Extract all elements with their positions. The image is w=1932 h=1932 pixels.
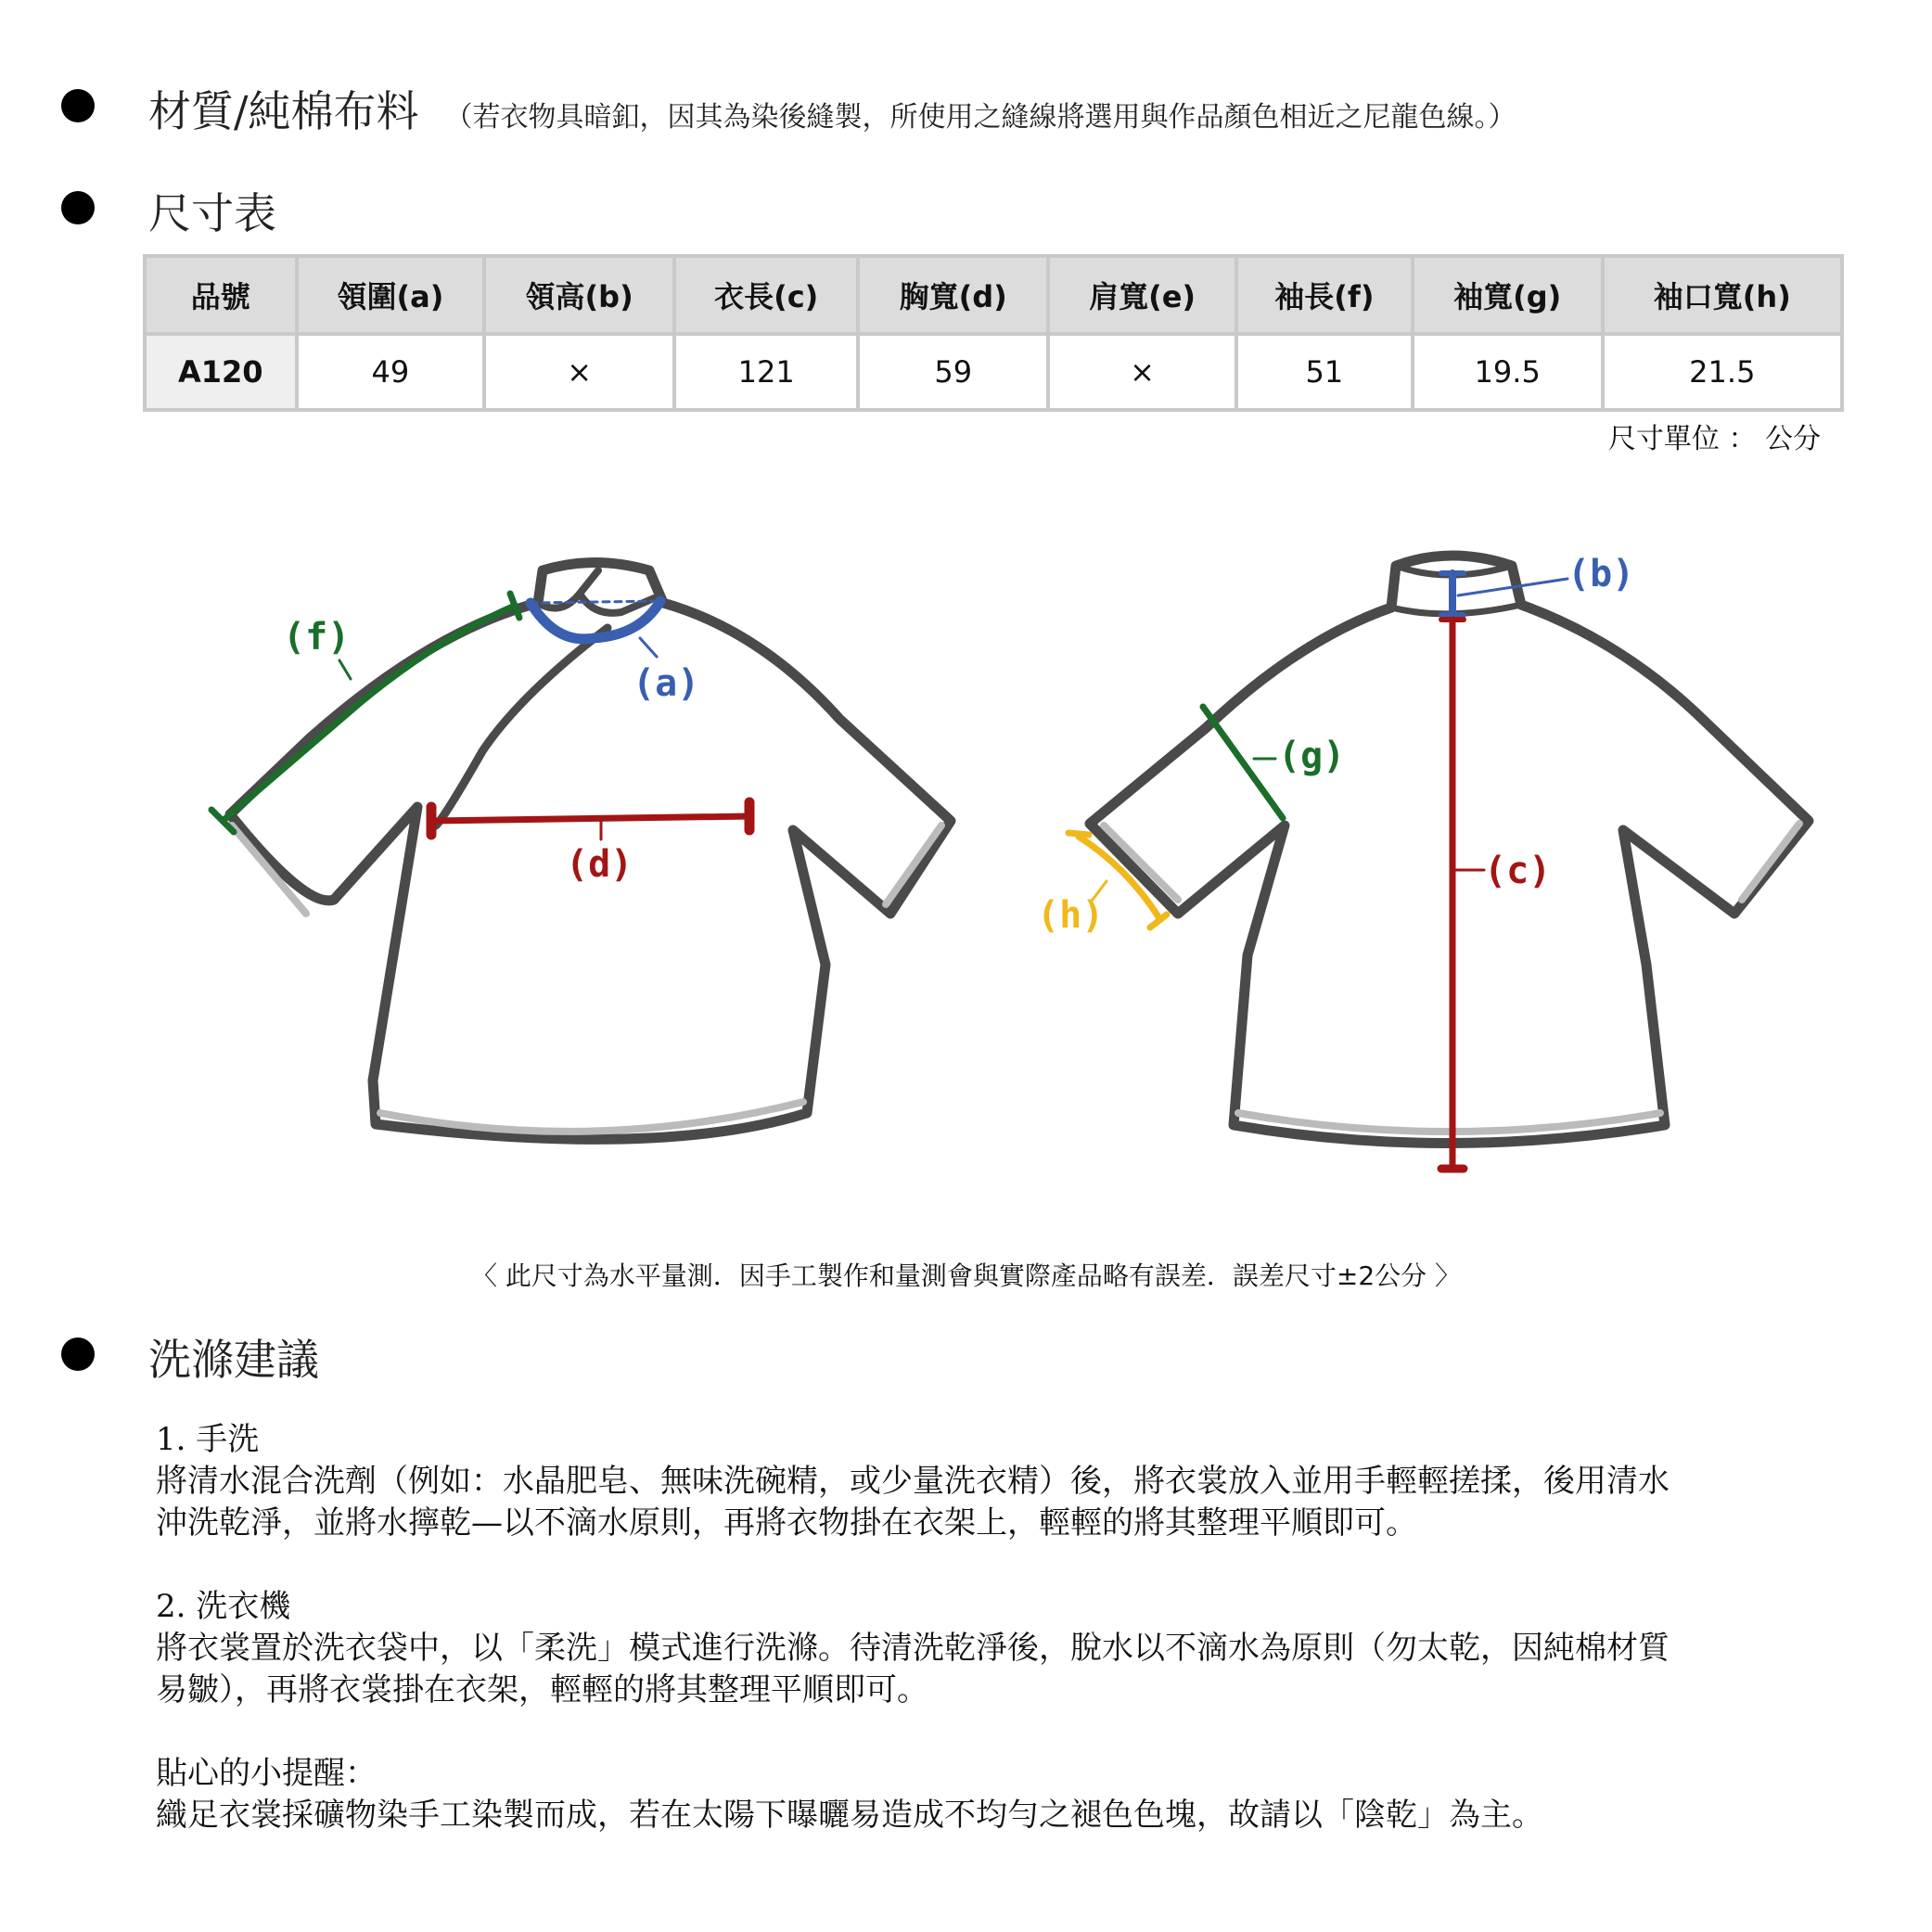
- hand-wash-line-1: 將清水混合洗劑（例如：水晶肥皂、無味洗碗精，或少量洗衣精）後，將衣裳放入並用手輕輕搓揉，後用清水: [156, 1463, 1670, 1500]
- col-header-cuff-width: 袖口寬(h): [1603, 256, 1842, 334]
- front-placket: [436, 628, 608, 825]
- front-collar-inner: [538, 570, 654, 613]
- col-header-shoulder: 肩寬(e): [1048, 256, 1236, 334]
- measure-line-a-dash: [531, 601, 660, 603]
- material-note: （若衣物具暗釦，因其為染後縫製，所使用之縫線將選用與作品顏色相近之尼龍色線。）: [444, 101, 1516, 134]
- measure-pointer-a: [640, 638, 657, 657]
- col-header-sleeve-length: 袖長(f): [1236, 256, 1413, 334]
- cell-length: 121: [674, 334, 858, 410]
- cell-shoulder: ×: [1048, 334, 1236, 410]
- back-garment: [1068, 556, 1809, 1169]
- measure-line-f: [223, 606, 515, 821]
- bullet-washing: [61, 1337, 95, 1371]
- size-table-header-row: [145, 256, 1842, 334]
- col-header-chest: 胸寬(d): [858, 256, 1048, 334]
- table-row: [145, 334, 1842, 410]
- label-h: (h): [1037, 894, 1105, 937]
- size-chart-title: 尺寸表: [148, 188, 276, 238]
- col-header-length: 衣長(c): [674, 256, 858, 334]
- measurement-caption: 〈 此尺寸為水平量測．因手工製作和量測會與實際產品略有誤差．誤差尺寸±2公分 〉: [470, 1260, 1462, 1291]
- machine-wash-line-2: 易皺），再將衣裳掛在衣架，輕輕的將其整理平順即可。: [156, 1671, 928, 1708]
- cell-cuff-width: 21.5: [1603, 334, 1842, 410]
- material-heading: [148, 78, 1516, 139]
- tip-text: 織足衣裳採礦物染手工染製而成，若在太陽下曝曬易造成不均勻之褪色色塊，故請以「陰乾」為主。: [156, 1797, 1543, 1834]
- cell-collar-height: ×: [484, 334, 674, 410]
- cell-sleeve-length: 51: [1236, 334, 1413, 410]
- col-header-collar-height: 領高(b): [484, 256, 674, 334]
- measure-line-d: [431, 816, 751, 821]
- bullet-material: [61, 89, 95, 122]
- cell-code: A120: [145, 334, 297, 410]
- measure-tick-h1: [1068, 833, 1089, 835]
- hand-wash-title: 1. 手洗: [156, 1421, 260, 1458]
- bullet-size-chart: [61, 191, 95, 224]
- washing-title: 洗滌建議: [148, 1335, 319, 1385]
- size-unit: 尺寸單位 ： 公分: [1607, 423, 1821, 455]
- measurement-diagram: [0, 519, 1932, 1187]
- machine-wash-line-1: 將衣裳置於洗衣袋中，以「柔洗」模式進行洗滌。待清洗乾淨後，脫水以不滴水為原則（勿太乾，因純棉材質: [156, 1630, 1670, 1667]
- cell-neck: 49: [297, 334, 485, 410]
- label-d: (d): [566, 843, 633, 886]
- cell-chest: 59: [858, 334, 1048, 410]
- label-a: (a): [633, 662, 700, 705]
- col-header-code: 品號: [145, 256, 297, 334]
- label-c: (c): [1484, 850, 1552, 892]
- measure-line-g: [1203, 707, 1283, 818]
- label-f: (f): [283, 616, 351, 659]
- label-g: (g): [1278, 735, 1346, 777]
- machine-wash-title: 2. 洗衣機: [156, 1588, 291, 1625]
- tip-title: 貼心的小提醒：: [156, 1755, 377, 1792]
- size-table: [143, 254, 1844, 412]
- material-label: 材質/純棉布料: [148, 86, 419, 136]
- measure-pointer-f: [339, 660, 351, 679]
- washing-instructions: [156, 1419, 1844, 1836]
- col-header-sleeve-width: 袖寬(g): [1413, 256, 1603, 334]
- col-header-neck: 領圍(a): [297, 256, 485, 334]
- label-b: (b): [1567, 553, 1635, 595]
- hand-wash-line-2: 沖洗乾淨，並將水擰乾—以不滴水原則，再將衣物掛在衣架上，輕輕的將其整理平順即可。: [156, 1504, 1417, 1542]
- cell-sleeve-width: 19.5: [1413, 334, 1603, 410]
